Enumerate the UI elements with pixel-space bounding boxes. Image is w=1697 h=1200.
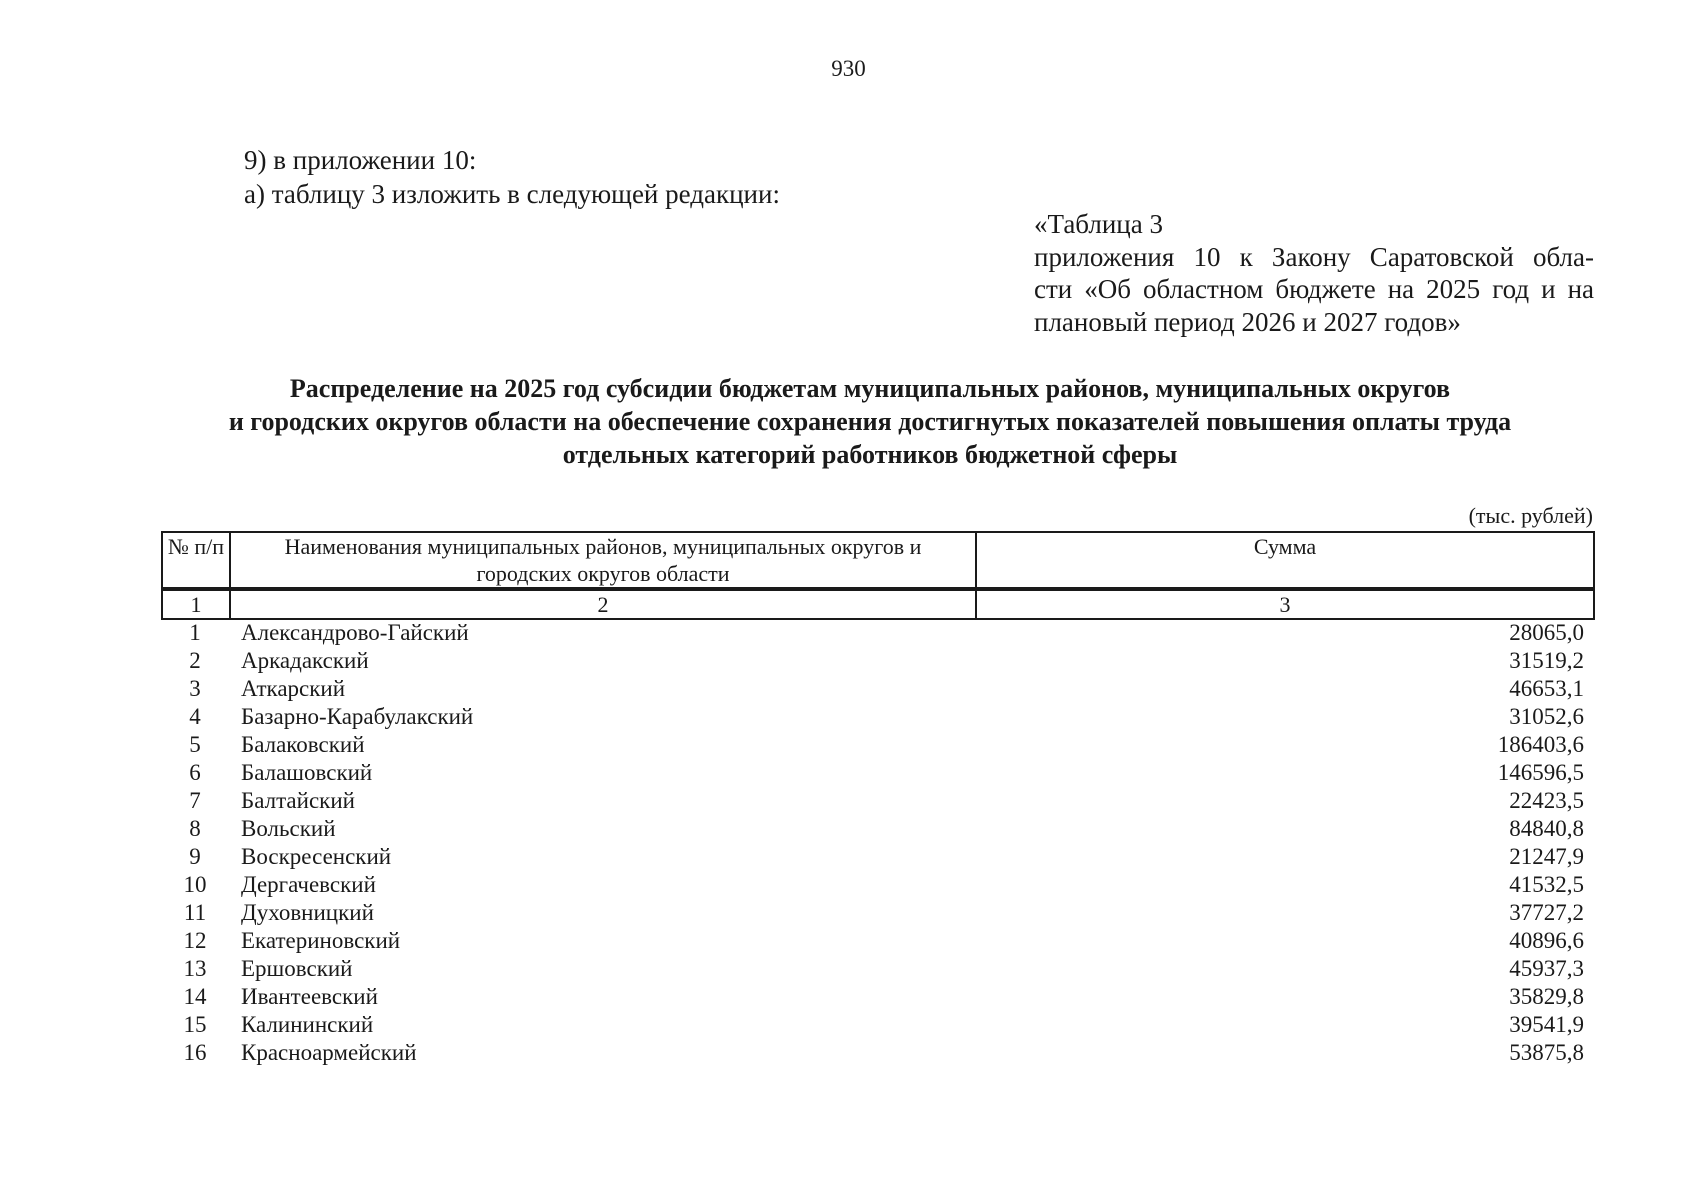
row-name: Балтайский xyxy=(241,788,355,813)
table-caption xyxy=(1034,208,1594,338)
caption-line-2: приложения 10 к Закону Саратовской обла- xyxy=(1034,241,1594,272)
row-number: 4 xyxy=(189,704,201,729)
row-name: Аркадакский xyxy=(241,648,369,673)
row-number: 11 xyxy=(183,900,207,925)
table-row xyxy=(161,731,1595,759)
row-name: Красноармейский xyxy=(241,1040,417,1065)
header-name: Наименования муниципальных районов, муниципальных округов и городских округов области xyxy=(230,532,976,588)
intro-text xyxy=(244,143,780,211)
column-number-2: 2 xyxy=(230,590,976,619)
column-number-3: 3 xyxy=(976,590,1594,619)
row-number: 3 xyxy=(189,676,201,701)
row-number: 14 xyxy=(183,984,207,1009)
caption-line-1: «Таблица 3 xyxy=(1034,209,1163,239)
table-row xyxy=(161,927,1595,955)
table-body xyxy=(161,619,1595,1067)
row-sum: 39541,9 xyxy=(1509,1012,1584,1037)
row-sum: 41532,5 xyxy=(1509,872,1584,897)
row-sum: 186403,6 xyxy=(1497,732,1584,757)
table-header xyxy=(161,531,1595,620)
table-row xyxy=(161,619,1595,647)
row-number: 9 xyxy=(189,844,201,869)
table-header-row xyxy=(162,532,1594,588)
row-sum: 84840,8 xyxy=(1509,816,1584,841)
column-number-row xyxy=(162,590,1594,619)
row-name: Дергачевский xyxy=(241,872,376,897)
row-number: 13 xyxy=(183,956,207,981)
row-sum: 31519,2 xyxy=(1509,648,1584,673)
row-sum: 21247,9 xyxy=(1509,844,1584,869)
row-name: Вольский xyxy=(241,816,336,841)
row-sum: 46653,1 xyxy=(1509,676,1584,701)
title-line-1: Распределение на 2025 год субсидии бюджетам муниципальных районов, муниципальных округов xyxy=(289,374,1451,403)
page-number: 930 xyxy=(831,56,866,81)
table-row xyxy=(161,759,1595,787)
row-sum: 53875,8 xyxy=(1509,1040,1584,1065)
column-number-1: 1 xyxy=(162,590,230,619)
row-number: 5 xyxy=(189,732,201,757)
row-number: 15 xyxy=(183,1012,207,1037)
header-sum: Сумма xyxy=(976,532,1594,588)
table-row xyxy=(161,703,1595,731)
units-label: (тыс. рублей) xyxy=(1468,503,1593,528)
row-sum: 31052,6 xyxy=(1509,704,1584,729)
row-sum: 22423,5 xyxy=(1509,788,1584,813)
row-number: 6 xyxy=(189,760,201,785)
row-name: Ершовский xyxy=(241,956,353,981)
row-name: Аткарский xyxy=(241,676,346,701)
row-name: Воскресенский xyxy=(241,844,392,869)
table-row xyxy=(161,871,1595,899)
row-name: Екатериновский xyxy=(241,928,401,953)
row-sum: 35829,8 xyxy=(1509,984,1584,1009)
caption-line-4: плановый период 2026 и 2027 годов» xyxy=(1034,306,1461,337)
row-name: Духовницкий xyxy=(241,900,374,925)
table-row xyxy=(161,787,1595,815)
table-row xyxy=(161,647,1595,675)
header-number: № п/п xyxy=(162,532,230,588)
row-sum: 37727,2 xyxy=(1509,900,1584,925)
row-name: Калининский xyxy=(241,1012,374,1037)
title-line-2: и городских округов области на обеспечение сохранения достигнутых показателей повышения оплаты труда xyxy=(228,407,1512,436)
row-number: 8 xyxy=(189,816,201,841)
row-number: 12 xyxy=(183,928,207,953)
row-sum: 146596,5 xyxy=(1497,760,1584,785)
table-row xyxy=(161,1039,1595,1067)
row-name: Базарно-Карабулакский xyxy=(241,704,474,729)
row-sum: 40896,6 xyxy=(1509,928,1584,953)
title-line-3: отдельных категорий работников бюджетной сферы xyxy=(562,440,1178,469)
row-sum: 28065,0 xyxy=(1509,620,1584,645)
row-number: 10 xyxy=(183,872,207,897)
row-number: 2 xyxy=(189,648,201,673)
table-row xyxy=(161,983,1595,1011)
row-number: 16 xyxy=(183,1040,207,1065)
intro-line-2: а) таблицу 3 изложить в следующей редакции: xyxy=(244,179,780,209)
table-row xyxy=(161,843,1595,871)
row-name: Балаковский xyxy=(241,732,365,757)
intro-line-1: 9) в приложении 10: xyxy=(244,145,477,175)
document-title xyxy=(140,372,1600,471)
row-sum: 45937,3 xyxy=(1509,956,1584,981)
row-number: 7 xyxy=(189,788,201,813)
table-row xyxy=(161,1011,1595,1039)
row-number: 1 xyxy=(189,620,201,645)
table-row xyxy=(161,955,1595,983)
table-row xyxy=(161,899,1595,927)
table-row xyxy=(161,815,1595,843)
row-name: Ивантеевский xyxy=(241,984,378,1009)
row-name: Балашовский xyxy=(241,760,373,785)
caption-line-3: сти «Об областном бюджете на 2025 год и на xyxy=(1034,274,1594,304)
row-name: Александрово-Гайский xyxy=(241,620,469,645)
table-row xyxy=(161,675,1595,703)
